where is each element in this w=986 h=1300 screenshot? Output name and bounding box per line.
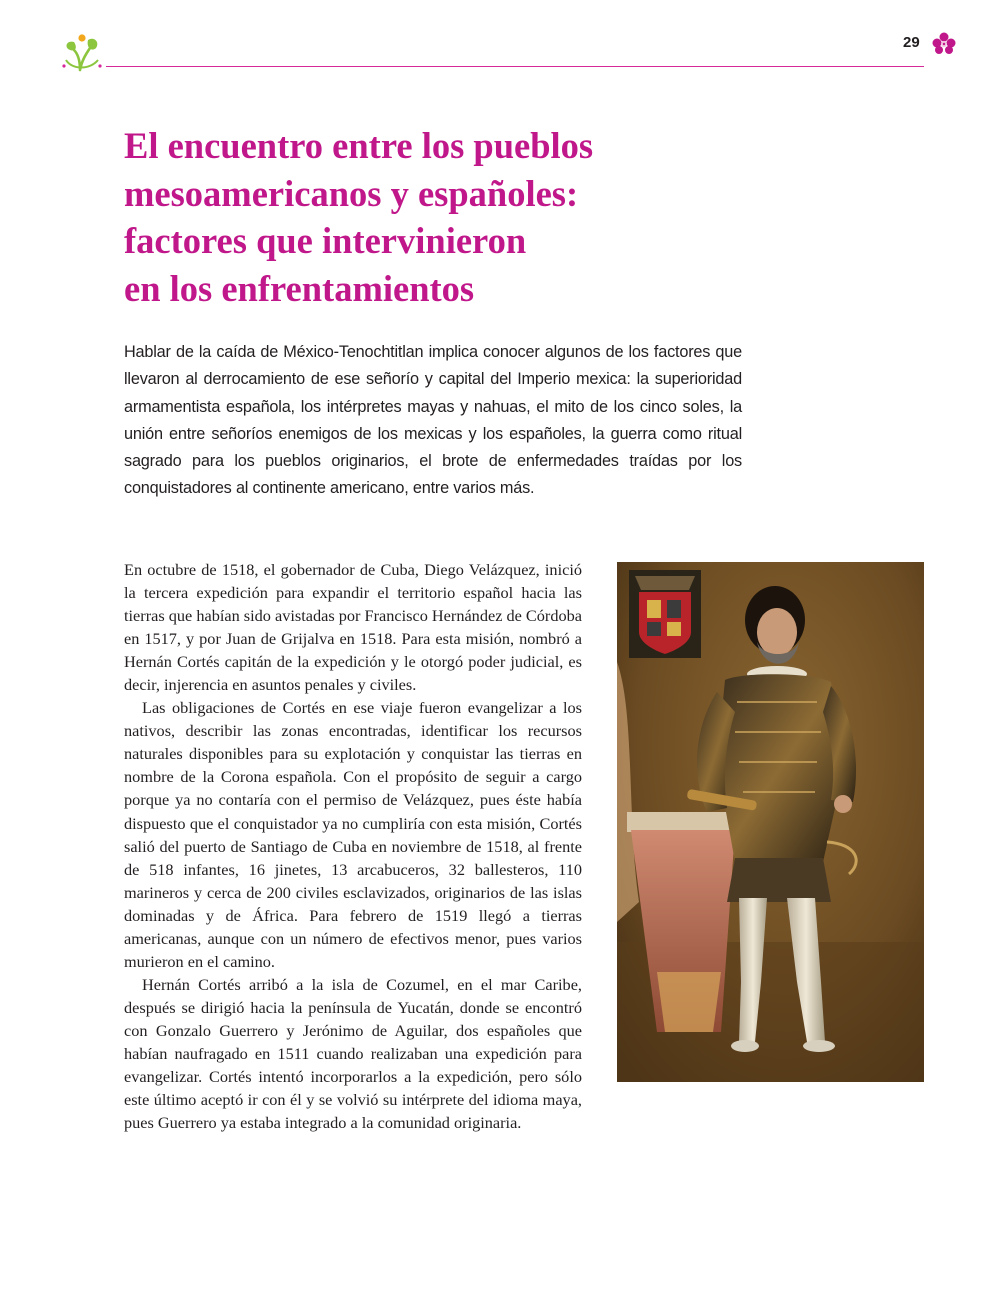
intro-paragraph: Hablar de la caída de México-Tenochtitlan implica conocer algunos de los factores que llevaron al derrocamiento de ese señorío y capital del Imperio mexica: la superioridad armamentista española, los intérpretes mayas y nahuas, el mito de los cinco soles, la unión entre señoríos enemigos de los mexicas y los españoles, la guerra como ritual sagrado para los pueblos originarios, el brote de enfermedades traídas por los conquistadores al continente americano, entre varios más. [124, 343, 742, 498]
title-line: en los enfrentamientos [124, 267, 475, 309]
title-line: El encuentro entre los pueblos [124, 125, 594, 166]
title-line: factores que intervinieron [124, 220, 527, 261]
header-rule [106, 66, 924, 67]
body-paragraph: Hernán Cortés arribó a la isla de Cozumel, en el mar Caribe, después se dirigió hacia la península de Yucatán, donde se encontró con Gonzalo Guerrero y Jerónimo de Aguilar, dos españoles que habían naufragado en 1511 cuando realizaban una expedición para evangelizar. Cortés intentó incorporarlos a la expedición, pero sólo este último aceptó ir con él y se volvió su intérprete del idioma maya, pues Guerrero ya estaba integrado a la comunidad originaria. [124, 974, 582, 1133]
flower-ornament-icon [930, 31, 958, 57]
sprout-figure-icon [60, 30, 104, 74]
title-line: mesoamericanos y españoles: [124, 172, 579, 214]
page-title [124, 122, 744, 312]
body-paragraph: En octubre de 1518, el gobernador de Cuba, Diego Velázquez, inició la tercera expedición para expandir el territorio español hacia las tierras que habían sido avistadas por Francisco Hernández de Córdoba en 1517, y por Juan de Grijalva en 1518. Para esta misión, nombró a Hernán Cortés capitán de la expedición y le otorgó poder judicial, es decir, injerencia en asuntos penales y civiles. [124, 560, 582, 695]
conquistador-portrait-image [617, 562, 924, 1082]
body-text-column [124, 558, 582, 1134]
body-paragraph: Las obligaciones de Cortés en ese viaje fueron evangelizar a los nativos, describir las zonas encontradas, identificar los recursos naturales disponibles para su explotación y conquistar las tierras en nombre de la Corona española. Con el propósito de seguir a cargo porque ya no contaría con el permiso de Velázquez, pues éste había dispuesto que el conquistador ya no cumpliría con esta misión, Cortés salió del puerto de Santiago de Cuba en noviembre de 1518, al frente de 518 infantes, 16 jinetes, 13 arcabuceros, 32 ballesteros, 110 marineros y cerca de 200 civiles esclavizados, originarios de las islas dominadas y de África. Para febrero de 1519 llegó a tierras americanas, aunque con un número de efectivos menor, pues varios murieron en el camino. [124, 698, 582, 971]
page-number: 29 [903, 34, 920, 51]
